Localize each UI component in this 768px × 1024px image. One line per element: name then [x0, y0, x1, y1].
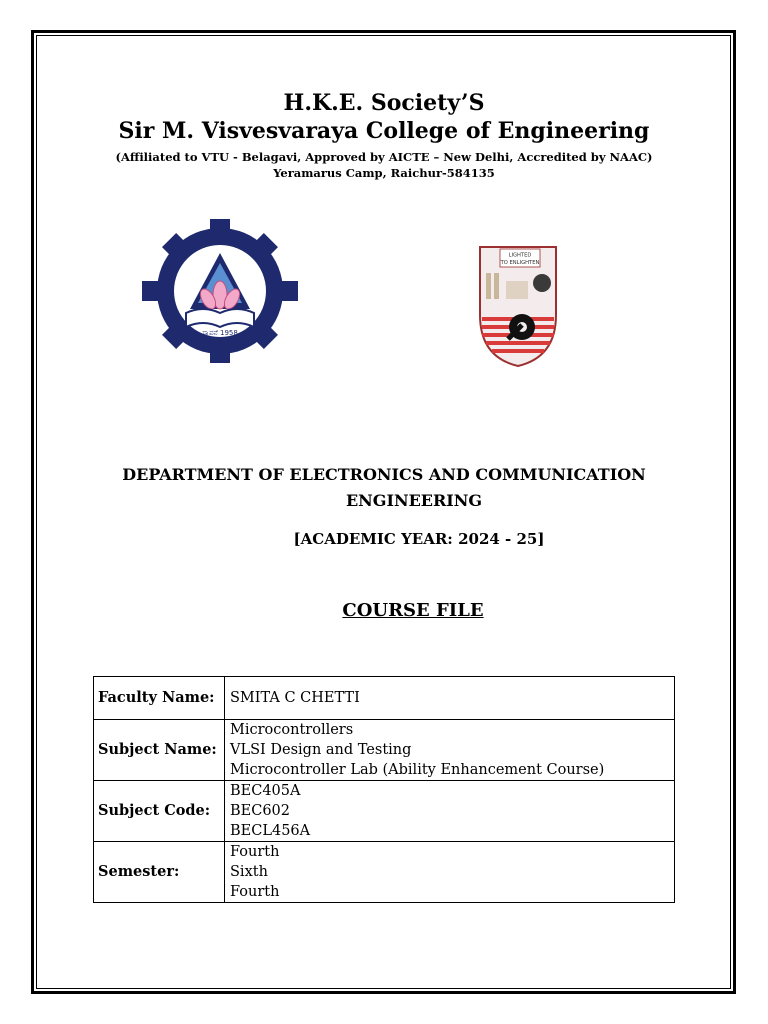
table-row [94, 842, 675, 903]
svg-text:ಸ್ಥಾಪನೆ 1958: ಸ್ಥಾಪನೆ 1958 [202, 329, 238, 337]
college-logo [478, 245, 558, 367]
faculty-value: SMITA C CHETTI [225, 677, 675, 720]
table-row [94, 677, 675, 720]
list-item: BECL456A [230, 823, 311, 839]
table-row [94, 720, 675, 781]
list-item: BEC405A [230, 783, 301, 799]
document-title: COURSE FILE [342, 600, 484, 621]
college-name: Sir M. Visvesvaraya College of Engineering [118, 118, 650, 144]
academic-year: [ACADEMIC YEAR: 2024 - 25] [293, 530, 545, 548]
list-item: Fourth [230, 884, 280, 900]
course-info-table [93, 676, 675, 903]
svg-text:TO ENLIGHTEN: TO ENLIGHTEN [500, 260, 540, 266]
logo-year: 1958 [219, 329, 238, 337]
svg-text:LIGHTED: LIGHTED [508, 252, 532, 259]
list-item: VLSI Design and Testing [230, 742, 412, 758]
list-item: Sixth [230, 864, 268, 880]
list-item: Microcontrollers [230, 722, 354, 738]
department-name-line1: DEPARTMENT OF ELECTRONICS AND COMMUNICATION [122, 465, 646, 484]
subject-name-values [225, 720, 675, 781]
list-item: BEC602 [230, 803, 291, 819]
list-item: Microcontroller Lab (Ability Enhancement Course) [230, 762, 605, 778]
subject-code-label: Subject Code: [94, 781, 225, 842]
department-name-line2: ENGINEERING [345, 491, 483, 510]
subject-code-values [225, 781, 675, 842]
faculty-label: Faculty Name: [94, 677, 225, 720]
affiliation-text: (Affiliated to VTU - Belagavi, Approved by AICTE – New Delhi, Accredited by NAAC) [115, 150, 653, 164]
semester-values [225, 842, 675, 903]
list-item: Fourth [230, 844, 280, 860]
society-name: H.K.E. Society’S [283, 90, 485, 116]
hke-society-logo [138, 215, 303, 365]
semester-label: Semester: [94, 842, 225, 903]
table-row [94, 781, 675, 842]
subject-name-label: Subject Name: [94, 720, 225, 781]
college-address: Yeramarus Camp, Raichur-584135 [273, 166, 495, 180]
